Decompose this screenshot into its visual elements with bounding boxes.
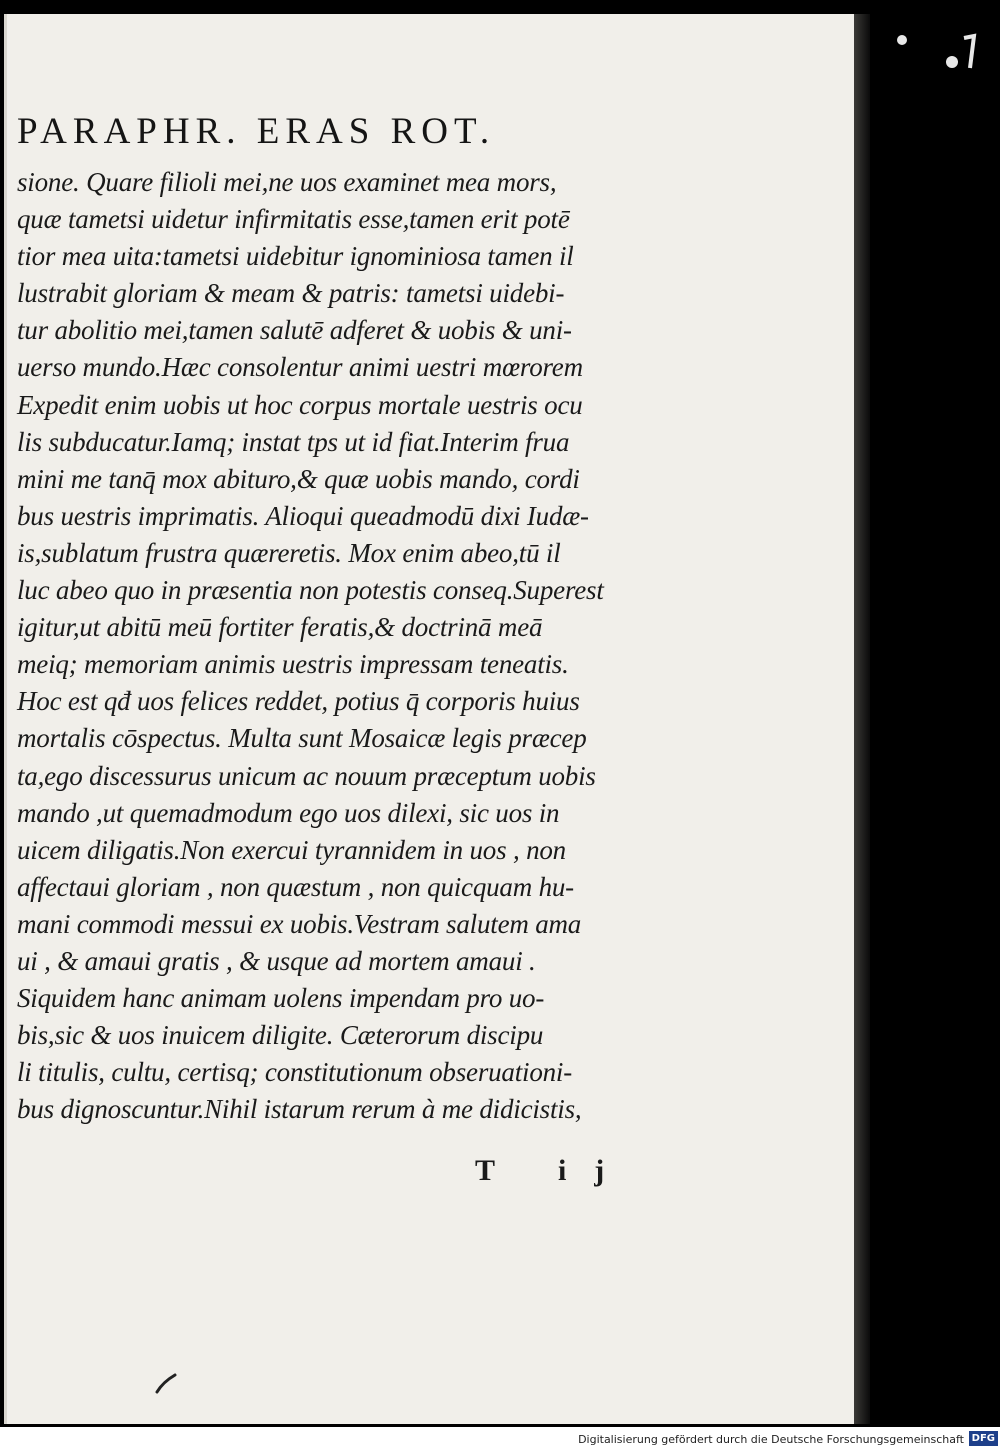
page-text xyxy=(17,164,657,1128)
text-line: ui , & amaui gratis , & usque ad mortem amaui . xyxy=(17,945,536,976)
dfg-logo: DFG xyxy=(969,1431,998,1446)
funding-notice: Digitalisierung gefördert durch die Deutsche Forschungsgemeinschaft xyxy=(578,1433,964,1446)
text-line: Siquidem hanc animam uolens impendam pro uo- xyxy=(17,983,545,1014)
pen-mark-icon xyxy=(155,1372,179,1394)
text-line: affectaui gloriam , non quæstum , non quicquam hu- xyxy=(17,871,574,902)
text-line: bus dignoscuntur.Nihil istarum rerum à me didicistis, xyxy=(17,1094,582,1125)
book-page xyxy=(4,14,857,1424)
text-line: mini me tanq̄ mox abituro,& quæ uobis mando, cordi xyxy=(17,463,580,494)
text-line: luc abeo quo in præsentia non potestis conseq.Superest xyxy=(17,575,604,606)
text-line: mando ,ut quemadmodum ego uos dilexi, sic uos in xyxy=(17,797,560,828)
text-line: uicem diligatis.Non exercui tyrannidem in uos , non xyxy=(17,834,566,865)
corner-ink-marks-icon xyxy=(890,28,1000,78)
text-line: Hoc est qđ uos felices reddet, potius q̄ corporis huius xyxy=(17,686,580,717)
text-line: sione. Quare filioli mei,ne uos examinet mea mors, xyxy=(17,167,557,197)
text-line: igitur,ut abitū meū fortiter feratis,& doctrinā meā xyxy=(17,612,543,643)
text-line: li titulis, cultu, certisq; constitutionum obseruationi- xyxy=(17,1057,573,1088)
text-line: ta,ego discessurus unicum ac nouum præceptum uobis xyxy=(17,760,596,791)
text-line: meiq; memoriam animis uestris impressam teneatis. xyxy=(17,649,569,680)
text-line: bis,sic & uos inuicem diligite. Cæterorum discipu xyxy=(17,1020,544,1051)
page-edge-shadow xyxy=(854,14,870,1424)
text-line: mortalis cōspectus. Multa sunt Mosaicæ legis præcep xyxy=(17,723,587,754)
text-line: uerso mundo.Hæc consolentur animi uestri mœrorem xyxy=(17,352,583,383)
signature-mark: T ij xyxy=(475,1154,633,1187)
text-line: mani commodi messui ex uobis.Vestram salutem ama xyxy=(17,908,582,939)
text-line: lustrabit gloriam & meam & patris: tametsi uidebi- xyxy=(17,278,565,309)
text-line: Expedit enim uobis ut hoc corpus mortale uestris ocu xyxy=(17,389,583,420)
text-line: quæ tametsi uidetur infirmitatis esse,tamen erit potē xyxy=(17,204,570,235)
text-line: is,sublatum frustra quæreretis. Mox enim abeo,tū il xyxy=(17,537,561,568)
text-line: tur abolitio mei,tamen salutē adferet & uobis & uni- xyxy=(17,315,572,346)
footer-bar xyxy=(0,1427,1000,1449)
running-header: PARAPHR. ERAS ROT. xyxy=(17,111,496,152)
text-line: bus uestris imprimatis. Alioqui queadmodū dixi Iudæ- xyxy=(17,500,589,531)
text-line: tior mea uita:tametsi uidebitur ignominiosa tamen il xyxy=(17,241,574,272)
text-line: lis subducatur.Iamq; instat tps ut id fiat.Interim frua xyxy=(17,426,570,457)
